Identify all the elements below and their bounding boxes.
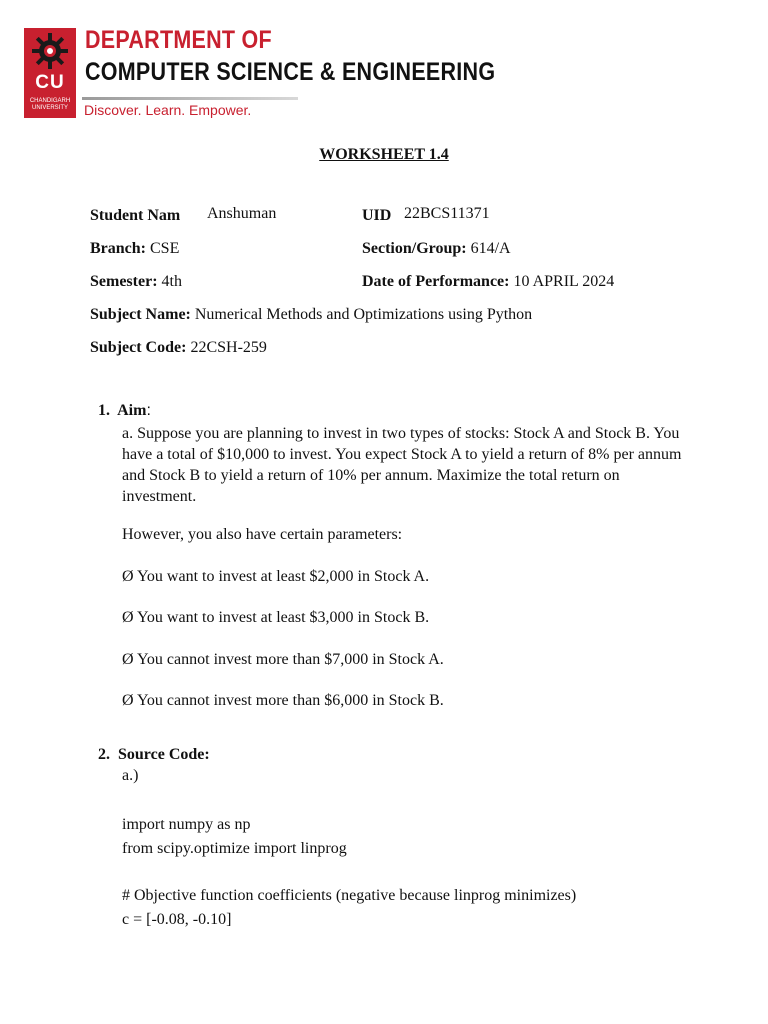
student-name-value: Anshuman (207, 205, 277, 222)
source-part-label: a.) (122, 767, 139, 784)
aim-number: 1. (98, 402, 110, 419)
aim-paragraph: a. Suppose you are planning to invest in two types of stocks: Stock A and Stock B. You have a total of $10,000 to invest. You expect Stock A to yield a return of 8% per annum and Stock B to yield a return of 10% per annum. Maximize the total return on investment. (122, 425, 682, 505)
tagline: Discover. Learn. Empower. (84, 102, 252, 118)
uid-value: 22BCS11371 (404, 205, 490, 222)
constraint-item: Ø You cannot invest more than $6,000 in Stock B. (122, 692, 444, 709)
branch-value: CSE (150, 240, 180, 257)
constraint-item: Ø You want to invest at least $3,000 in Stock B. (122, 609, 430, 626)
source-heading-text: Source Code: (118, 746, 210, 763)
source-number: 2. (98, 746, 110, 763)
semester-value: 4th (161, 273, 182, 290)
date-value: 10 APRIL 2024 (513, 273, 615, 290)
constraint-item: Ø You want to invest at least $2,000 in Stock A. (122, 568, 430, 585)
subject-name-row: Subject Name: Numerical Methods and Optimizations using Python (90, 306, 533, 323)
subject-name-value: Numerical Methods and Optimizations using Python (194, 306, 533, 323)
code-line: import numpy as np (122, 816, 251, 833)
subject-code-value: 22CSH-259 (190, 339, 267, 356)
semester-row: Semester: 4th (90, 273, 182, 290)
worksheet-title: WORKSHEET 1.4 (319, 146, 449, 163)
aim-heading-text: Aim (117, 402, 147, 419)
student-name-label: Student Nam (90, 207, 181, 224)
source-code-heading (98, 746, 210, 764)
gear-emblem-icon (30, 31, 70, 71)
code-line: from scipy.optimize import linprog (122, 840, 347, 857)
logo-initials: CU (35, 72, 65, 93)
department-title-line1: DEPARTMENT OF (85, 26, 272, 54)
university-logo (24, 28, 76, 118)
code-comment-line: # Objective function coefficients (negative because linprog minimizes) (122, 887, 577, 904)
branch-row: Branch: CSE (90, 240, 180, 257)
aim-heading (98, 402, 151, 420)
uid-label: UID (362, 207, 392, 224)
logo-university-name: CHANDIGARH UNIVERSITY (29, 98, 71, 111)
section-value: 614/A (470, 240, 511, 257)
code-line: c = [-0.08, -0.10] (122, 911, 232, 928)
subject-code-row: Subject Code: 22CSH-259 (90, 339, 267, 356)
aim-however: However, you also have certain parameters: (122, 526, 403, 543)
constraint-item: Ø You cannot invest more than $7,000 in Stock A. (122, 651, 444, 668)
date-row: Date of Performance: 10 APRIL 2024 (362, 273, 615, 290)
department-title-line2: COMPUTER SCIENCE & ENGINEERING (85, 58, 496, 86)
aim-colon: : (146, 402, 151, 419)
header-divider (82, 97, 298, 100)
section-row: Section/Group: 614/A (362, 240, 511, 257)
